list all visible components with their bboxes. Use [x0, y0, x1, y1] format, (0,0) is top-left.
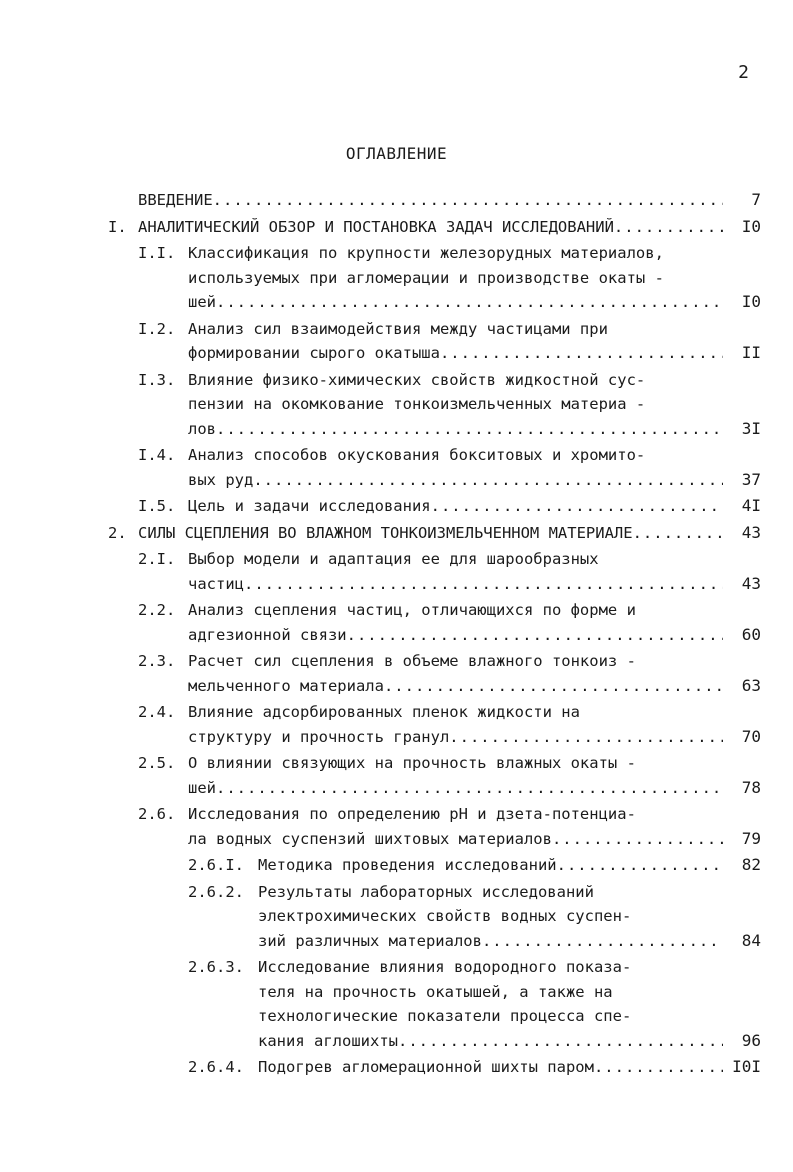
toc-entry-text: технологические показатели процесса спе-: [258, 1007, 632, 1025]
toc-page-number: 37: [741, 469, 761, 489]
toc-entry: [0, 1055, 793, 1080]
toc-page-number: 82: [741, 855, 761, 874]
toc-entry-text: структуру и прочность гранул: [188, 727, 450, 746]
toc-page-number: 4I: [741, 496, 761, 515]
toc-page-number: I0: [741, 216, 761, 236]
dot-leader: [552, 827, 723, 852]
toc-page-number: 84: [741, 930, 761, 950]
toc-entry: [0, 700, 793, 749]
dot-leader: [633, 521, 723, 546]
toc-entry-text: Классификация по крупности железорудных материалов,: [188, 244, 664, 262]
toc-entry-text: Влияние физико-химических свойств жидкостной сус-: [188, 370, 646, 389]
toc-title: ОГЛАВЛЕНИЕ: [345, 144, 448, 163]
toc-page-number: 79: [741, 828, 761, 848]
toc-entry-number: 2.4.: [138, 703, 176, 721]
toc-entry-text: Анализ способов окускования бокситовых и хромито-: [188, 446, 646, 464]
toc-page-number: I0: [741, 292, 761, 311]
dot-leader: [440, 341, 723, 366]
toc-entry-text: Расчет сил сцепления в объеме влажного тонкоиз -: [188, 652, 636, 670]
toc-entry-text: кания аглошихты: [258, 1031, 398, 1050]
toc-entry-text: используемых при агломерации и производстве окаты -: [188, 268, 664, 287]
toc-entry-number: I.I.: [138, 244, 176, 262]
toc-entry-text: СИЛЫ СЦЕПЛЕНИЯ ВО ВЛАЖНОМ ТОНКОИЗМЕЛЬЧЕННОМ МАТЕРИАЛЕ: [138, 523, 633, 542]
dot-leader: [398, 1029, 723, 1054]
toc-entry-number: 2.I.: [138, 550, 176, 568]
toc-entry-number: 2.6.: [138, 805, 176, 823]
toc-page-number: 70: [741, 726, 761, 746]
toc-entry-number: 2.6.2.: [188, 882, 244, 901]
toc-entry-text: электрохимических свойств водных суспен-: [258, 907, 632, 925]
dot-leader: [614, 215, 723, 240]
toc-entry-text: пензии на окомкование тонкоизмельченных материа -: [188, 395, 646, 413]
toc-entry-text: Цель и задачи исследования: [188, 497, 431, 515]
toc-entry-text: зий различных материалов: [258, 931, 482, 950]
dot-leader: [449, 725, 723, 750]
toc-page-number: 78: [741, 777, 761, 797]
toc-entry-number: I.3.: [138, 370, 176, 389]
dot-leader: [216, 290, 723, 315]
toc-entry-text: Исследование влияния водородного показа-: [258, 958, 632, 976]
toc-entry: [0, 241, 793, 315]
toc-entry-number: 2.: [108, 523, 127, 542]
toc-entry: [0, 368, 793, 442]
toc-entry-number: I.5.: [138, 497, 176, 515]
toc-entry-text: О влиянии связующих на прочность влажных окаты -: [188, 754, 636, 772]
toc-page-number: 63: [741, 675, 761, 695]
dot-leader: [244, 572, 723, 597]
toc-entry: [0, 215, 793, 240]
toc-page-number: 3I: [741, 418, 761, 438]
toc-entry: [0, 494, 793, 519]
toc-page-number: 43: [741, 573, 761, 593]
toc-entry: [0, 880, 793, 954]
dot-leader: [384, 674, 723, 699]
toc-page-number: 43: [741, 522, 761, 542]
toc-page-number: II: [741, 343, 761, 362]
toc-entry-text: Выбор модели и адаптация ее для шарообразных: [188, 550, 599, 568]
toc-entry-number: 2.6.4.: [188, 1058, 244, 1076]
toc-entry: [0, 955, 793, 1053]
toc-page-number: I0I: [732, 1057, 761, 1076]
toc-entry-number: 2.2.: [138, 601, 176, 619]
toc-entry-text: шей: [188, 778, 216, 797]
toc-entry-text: Результаты лабораторных исследований: [258, 882, 594, 901]
dot-leader: [482, 929, 723, 954]
toc-entry-text: АНАЛИТИЧЕСКИЙ ОБЗОР И ПОСТАНОВКА ЗАДАЧ ИССЛЕДОВАНИЙ: [138, 217, 614, 236]
toc-entry-text: адгезионной связи: [188, 625, 347, 644]
table-of-contents: [0, 188, 793, 1082]
toc-entry-text: Анализ сил взаимодействия между частицами при: [188, 319, 608, 338]
toc-entry-text: Исследования по определению pH и дзета-потенциа-: [188, 805, 636, 823]
toc-entry-number: 2.5.: [138, 754, 176, 772]
toc-entry: [0, 443, 793, 492]
toc-entry-number: I.2.: [138, 319, 176, 338]
toc-entry-number: I.: [108, 217, 127, 236]
toc-entry: [0, 317, 793, 366]
toc-entry-number: 2.3.: [138, 652, 176, 670]
toc-entry-text: Подогрев агломерационной шихты паром: [258, 1058, 594, 1076]
toc-entry-text: частиц: [188, 574, 244, 593]
toc-entry-text: шей: [188, 293, 216, 311]
toc-entry-number: 2.6.I.: [188, 856, 244, 874]
dot-leader: [216, 776, 723, 801]
toc-page-number: 7: [751, 190, 761, 209]
toc-entry: [0, 547, 793, 596]
toc-page-number: 96: [741, 1030, 761, 1050]
dot-leader: [213, 188, 723, 213]
toc-entry-text: ла водных суспензий шихтовых материалов: [188, 829, 552, 848]
toc-entry: [0, 598, 793, 647]
toc-entry-text: вых руд: [188, 470, 254, 489]
toc-entry: [0, 853, 793, 878]
dot-leader: [594, 1055, 723, 1080]
toc-entry-text: мельченного материала: [188, 676, 384, 695]
dot-leader: [253, 468, 723, 493]
toc-entry-text: лов: [188, 419, 216, 438]
dot-leader: [347, 623, 723, 648]
toc-entry: [0, 188, 793, 213]
toc-entry-number: I.4.: [138, 446, 176, 464]
toc-entry-text: Методика проведения исследований: [258, 856, 557, 874]
toc-entry-text: ВВЕДЕНИЕ: [138, 191, 213, 209]
toc-page-number: 60: [741, 624, 761, 644]
dot-leader: [431, 494, 723, 519]
toc-entry: [0, 521, 793, 546]
toc-entry-text: Анализ сцепления частиц, отличающихся по форме и: [188, 601, 636, 619]
toc-entry: [0, 649, 793, 698]
page-number: 2: [738, 62, 749, 83]
toc-entry-number: 2.6.3.: [188, 958, 244, 976]
toc-entry: [0, 802, 793, 851]
dot-leader: [216, 417, 723, 442]
toc-entry-text: Влияние адсорбированных пленок жидкости на: [188, 703, 580, 721]
toc-entry: [0, 751, 793, 800]
dot-leader: [557, 853, 723, 878]
toc-entry-text: теля на прочность окатышей, а также на: [258, 982, 613, 1001]
toc-entry-text: формировании сырого окатыша: [188, 344, 440, 362]
